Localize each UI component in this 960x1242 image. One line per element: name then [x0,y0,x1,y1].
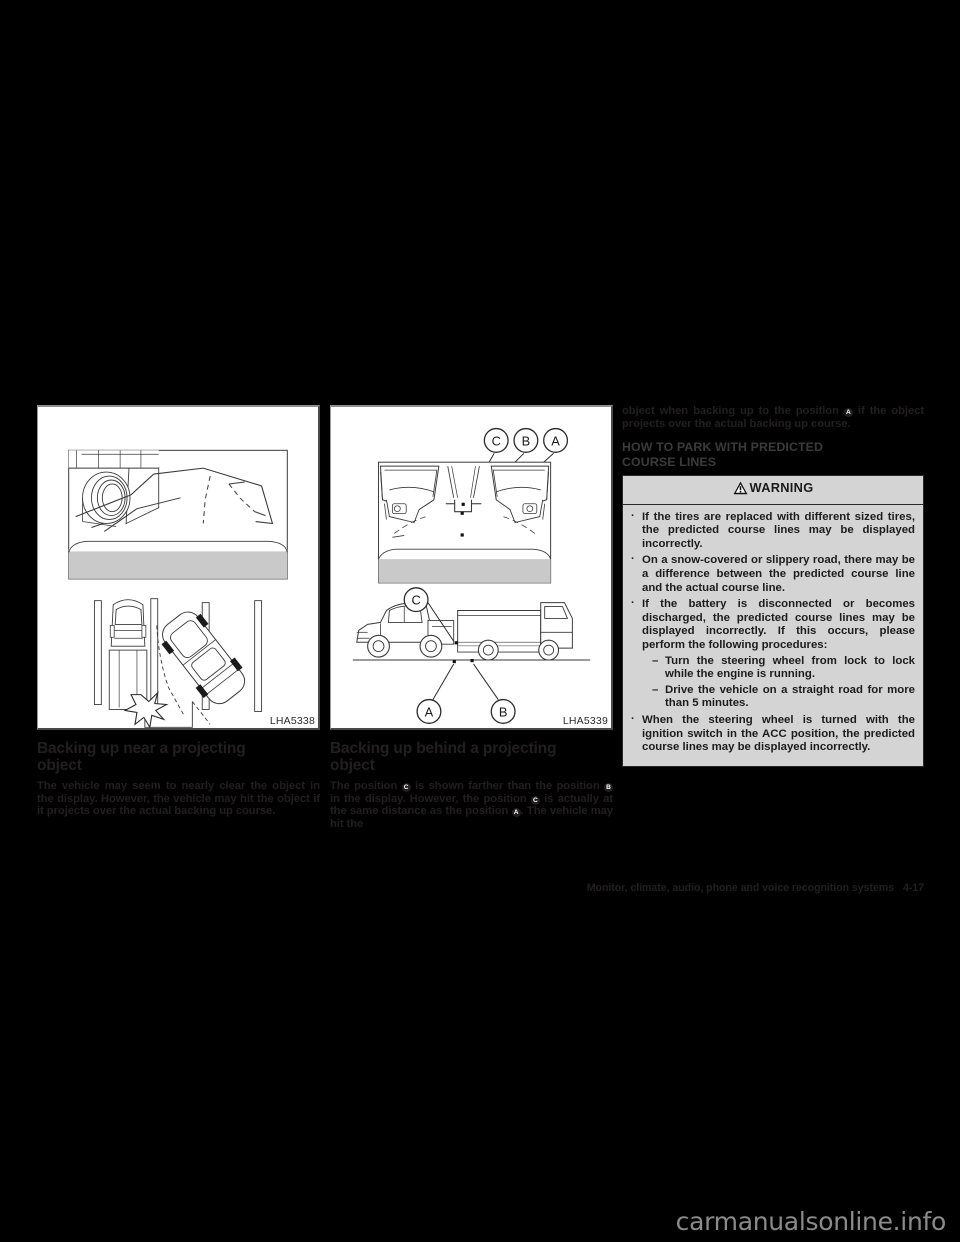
left-section-title-line1: Backing up near a projecting [37,740,246,757]
dash-icon: – [652,654,659,667]
left-column [37,405,320,818]
warning-sub-item [652,655,915,682]
left-body-text: The vehicle may seem to nearly clear the object in the display. However, the vehicle may hit the object if it projects over the actual backing up course. [37,780,320,818]
dash-icon: – [652,683,659,696]
circled-label-a: A [512,808,521,817]
middle-section-title [330,741,613,774]
figure-lha5338-graphic [42,411,314,729]
warning-item [628,511,915,552]
figure-code-left: LHA5338 [269,715,315,727]
page-number: 4-17 [902,882,924,894]
middle-section-title-line2: object [330,756,375,774]
page-footer [37,882,924,894]
how-to-park-heading-line1: HOW TO PARK WITH PREDICTED [622,440,824,455]
warning-box [622,475,924,767]
warning-item [628,554,915,595]
warning-label: WARNING [749,480,814,496]
circled-label-c: C [402,783,411,792]
figure-lha5338 [37,405,320,730]
right-continued-text: object when backing up to the position A if the object projects over the actual backing up course. [622,405,924,430]
warning-sub-list [642,653,915,711]
svg-text:C: C [411,592,421,608]
warning-item-text: When the steering wheel is turned with the ignition switch in the ACC position, the predicted course lines may be displayed incorrectly. [642,714,915,754]
svg-text:A: A [424,704,434,720]
warning-item [628,598,915,711]
warning-header [623,476,923,505]
middle-body-text: The position C is shown farther than the position B in the display. However, the position C is actually at the same distance as the position A . The vehicle may hit the [330,780,613,830]
middle-section-title-line1: Backing up behind a projecting [330,740,557,757]
warning-item [628,714,915,755]
middle-column [330,405,613,830]
how-to-park-heading-line2: COURSE LINES [622,454,717,469]
bullet-icon: · [631,597,635,610]
svg-text:A: A [551,433,560,449]
warning-item-text: If the battery is disconnected or becomes discharged, the predicted course lines may be displayed incorrectly. If this occurs, please perform the following procedures: [642,598,915,652]
figure-code-middle: LHA5339 [562,715,608,727]
footer-chapter-title: Monitor, climate, audio, phone and voice recognition systems [586,882,894,894]
left-section-title [37,741,320,774]
warning-item-text: On a snow-covered or slippery road, there may be a difference between the predicted course line and the actual course line. [642,554,915,594]
figure-lha5339-graphic [335,411,607,729]
bullet-icon: · [631,553,635,566]
svg-text:B: B [521,433,531,449]
circled-label-c: C [531,796,540,805]
circled-label-b: B [604,783,613,792]
how-to-park-heading [622,440,924,469]
figure-lha5339 [330,405,613,730]
warning-sub-item [652,684,915,711]
left-section-title-line2: object [37,756,82,774]
svg-text:B: B [498,704,508,720]
site-watermark: carmanualsonline.info [675,1207,946,1236]
bullet-icon: · [631,713,635,725]
warning-item-text: If the tires are replaced with different sized tires, the predicted course lines may be displayed incorrectly. [642,510,915,550]
warning-item-list [623,505,923,766]
warning-sub-item-text: Drive the vehicle on a straight road for more than 5 minutes. [665,683,915,710]
bullet-icon: · [631,509,635,522]
circled-label-a: A [844,408,853,417]
right-column [622,405,924,767]
warning-triangle-icon [733,481,748,495]
warning-sub-item-text: Turn the steering wheel from lock to lock while the engine is running. [665,654,915,681]
svg-text:C: C [491,433,501,449]
